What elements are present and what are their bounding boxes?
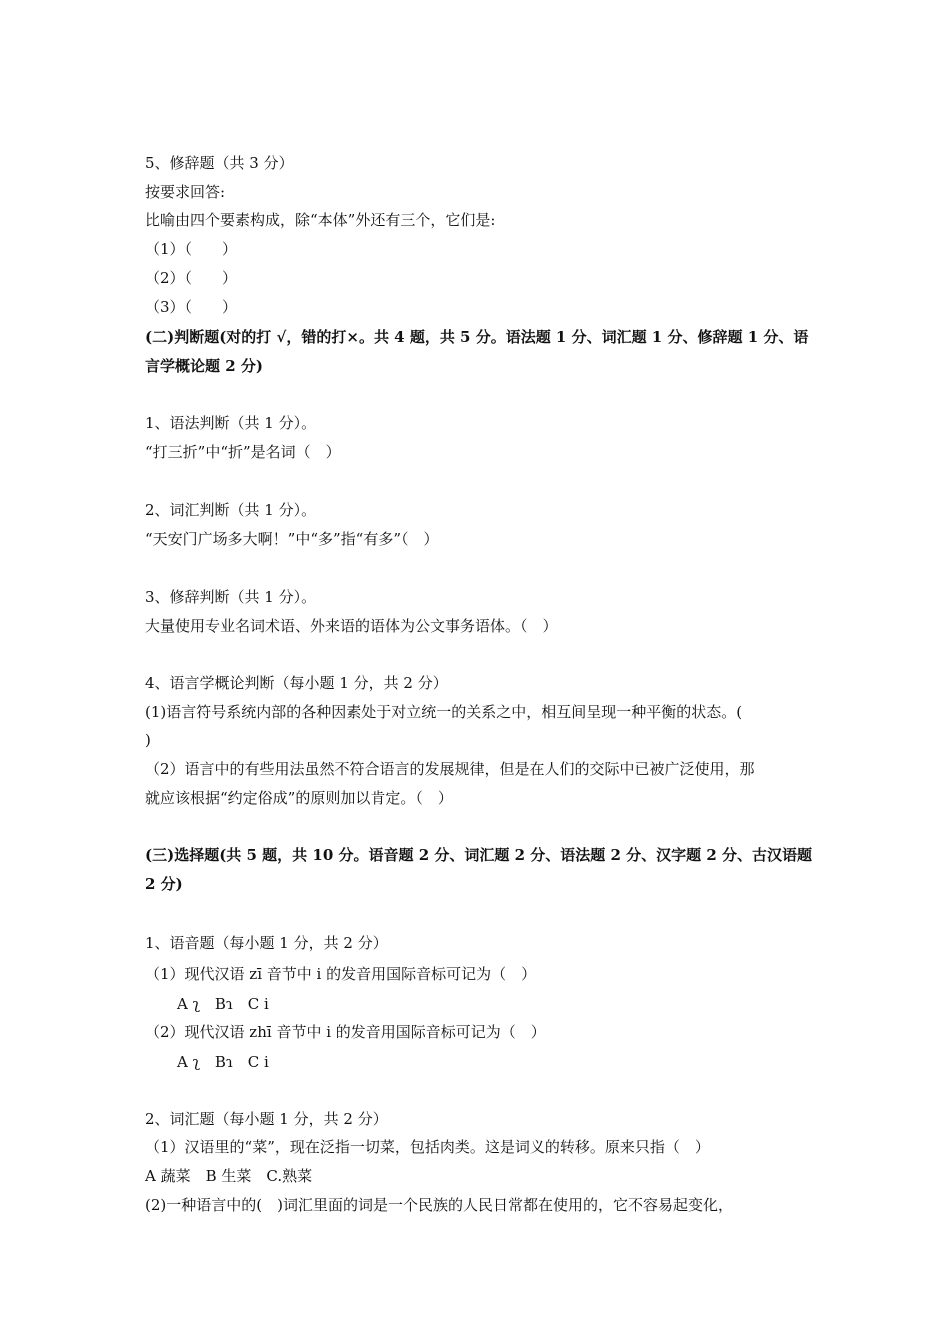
judge-4-item-2-cont: 就应该根据“约定俗成”的原则加以肯定。（ ） [145,789,453,807]
q5-blank-3: （3）（ ） [145,298,238,316]
q5-instruction: 按要求回答: [145,183,226,201]
q5-blank-1: （1）（ ） [145,240,238,258]
judge-2-heading: 2、词汇判断（共 1 分）。 [145,501,317,519]
section-3-heading: (三)选择题(共 5 题，共 10 分。语音题 2 分、词汇题 2 分、语法题 2 分、汉字题 2 分、古汉语题 [145,846,813,864]
judge-4-item-2: （2）语言中的有些用法虽然不符合语言的发展规律，但是在人们的交际中已被广泛使用，那 [145,760,755,778]
choice-1-item-2-options: A ʅ Bɿ C i [177,1053,269,1071]
choice-2-item-2: (2)一种语言中的( )词汇里面的词是一个民族的人民日常都在使用的，它不容易起变化， [145,1196,733,1214]
choice-1-heading: 1、语音题（每小题 1 分，共 2 分） [145,934,388,952]
judge-4-item-1: (1)语言符号系统内部的各种因素处于对立统一的关系之中，相互间呈现一种平衡的状态。( [145,703,743,721]
judge-4-heading: 4、语言学概论判断（每小题 1 分，共 2 分） [145,674,448,692]
choice-1-item-2: （2）现代汉语 zhī 音节中 i 的发音用国际音标可记为（ ） [145,1023,546,1041]
choice-2-item-1: （1）汉语里的“菜”，现在泛指一切菜，包括肉类。这是词义的转移。原来只指（ ） [145,1138,710,1156]
judge-3-heading: 3、修辞判断（共 1 分）。 [145,588,317,606]
choice-2-item-1-options: A 蔬菜 B 生菜 C.熟菜 [145,1167,313,1185]
choice-2-heading: 2、词汇题（每小题 1 分，共 2 分） [145,1110,388,1128]
q5-blank-2: （2）（ ） [145,269,238,287]
judge-1-statement: “打三折”中“折”是名词（ ） [145,443,341,461]
section-3-heading-cont: 2 分) [145,875,183,893]
judge-2-statement: “天安门广场多大啊！”中“多”指“有多”（ ） [145,530,439,548]
judge-1-heading: 1、语法判断（共 1 分）。 [145,414,317,432]
choice-1-item-1: （1）现代汉语 zī 音节中 i 的发音用国际音标可记为（ ） [145,965,537,983]
section-2-heading-cont: 言学概论题 2 分) [145,357,263,375]
section-2-heading: (二)判断题(对的打 √，错的打×。共 4 题，共 5 分。语法题 1 分、词汇题 1 分、修辞题 1 分、语 [145,328,809,346]
judge-4-item-1-cont: ) [145,731,151,749]
q5-question-text: 比喻由四个要素构成，除“本体”外还有三个，它们是: [145,211,496,229]
choice-1-item-1-options: A ʅ Bɿ C i [177,995,269,1013]
judge-3-statement: 大量使用专业名词术语、外来语的语体为公文事务语体。（ ） [145,617,558,635]
q5-rhetoric-heading: 5、修辞题（共 3 分） [145,154,294,172]
